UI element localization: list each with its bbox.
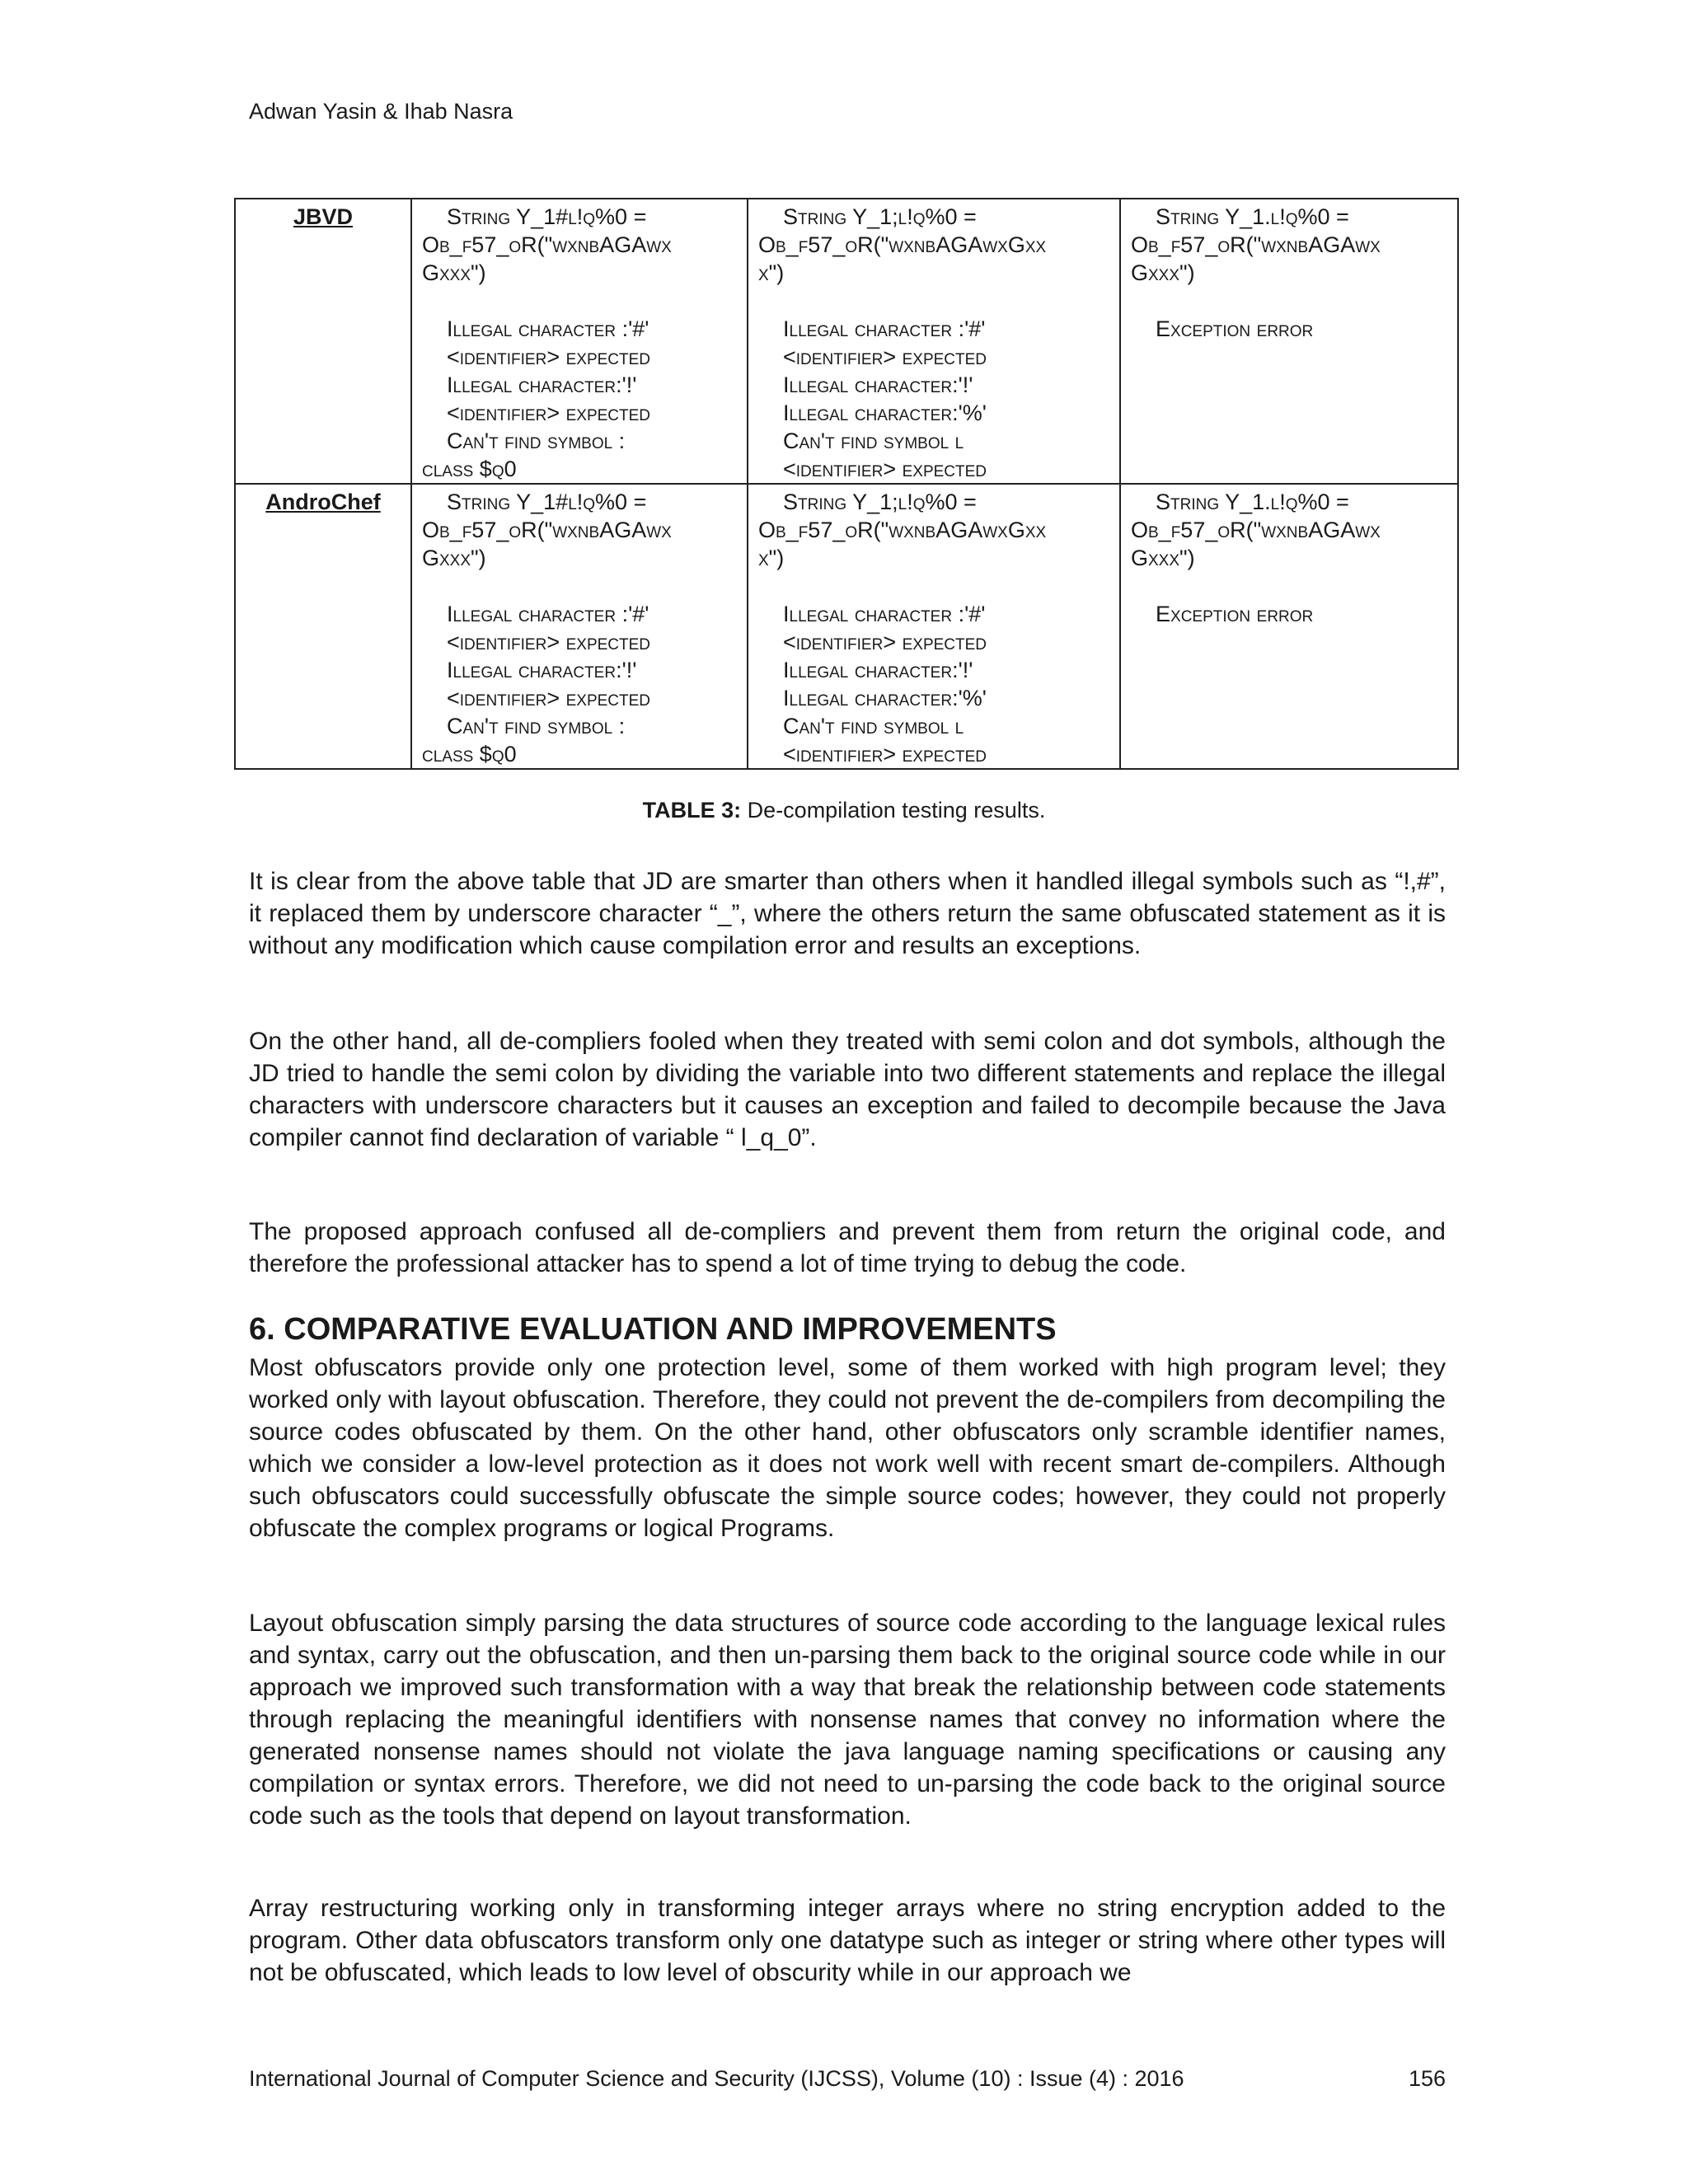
running-header: Adwan Yasin & Ihab Nasra — [249, 99, 513, 124]
code-line: x") — [758, 260, 785, 285]
code-line: Ob_f57_oR("wxnbAGAwx — [422, 518, 672, 542]
table-caption-label: TABLE 3: — [642, 798, 742, 823]
code-line: Can't find symbol l — [758, 429, 964, 453]
tool-name-cell: JBVD — [235, 199, 411, 484]
footer-journal: International Journal of Computer Science and Security (IJCSS), Volume (10) : Issue (4) : 2016 — [249, 2066, 1184, 2091]
code-line: Ob_f57_oR("wxnbAGAwx — [1131, 232, 1381, 257]
code-line: String Y_1.l!q%0 = — [1131, 490, 1349, 514]
code-line: class $q0 — [422, 742, 517, 766]
code-line: Illegal character :'#' — [422, 316, 649, 341]
result-cell — [748, 199, 1120, 484]
result-cell — [1120, 484, 1458, 769]
blank-line — [422, 572, 737, 600]
table-row — [235, 199, 1458, 484]
blank-line — [1131, 287, 1447, 315]
paragraph-1: It is clear from the above table that JD are smarter than others when it handled illegal symbols such as “!,#”, it replaced them by underscore character “_”, where the others return the same obfuscated statement as it is without any modification which cause compilation error and results an exceptions. — [249, 868, 1446, 959]
paragraph-6: Array restructuring working only in transforming integer arrays where no string encryption added to the program. Other data obfuscators transform only one datatype such as integer or string where other types will not be obfuscated, which leads to low level of obscurity while in our approach we — [249, 1895, 1446, 1986]
code-line: Ob_f57_oR("wxnbAGAwxGxx — [758, 232, 1047, 257]
code-line: String Y_1#l!q%0 = — [422, 204, 647, 229]
results-table-container — [234, 198, 1457, 770]
code-line: Exception error — [1131, 316, 1314, 341]
code-line: String Y_1;l!q%0 = — [758, 204, 977, 229]
paragraph-4: Most obfuscators provide only one protection level, some of them worked with high program level; they worked only with layout obfuscation. Therefore, they could not prevent the de-compilers from decompiling the source codes obfuscated by them. On the other hand, other obfuscators only scramble identifier names, which we consider a low-level protection as it does not work well with recent smart de-compilers. Although such obfuscators could successfully obfuscate the simple source codes; however, they could not properly obfuscate the complex programs or logical Programs. — [249, 1354, 1446, 1542]
blank-line — [758, 572, 1109, 600]
code-line: Can't find symbol : — [422, 429, 626, 453]
code-line: Illegal character:'!' — [422, 373, 637, 397]
code-line: Illegal character :'#' — [758, 602, 986, 626]
code-line: Illegal character:'!' — [758, 373, 973, 397]
code-line: <identifier> expected — [758, 457, 987, 481]
result-cell — [1120, 199, 1458, 484]
section-heading: 6. COMPARATIVE EVALUATION AND IMPROVEMENTS — [249, 1312, 1057, 1347]
code-line: <identifier> expected — [758, 630, 987, 654]
blank-line — [1131, 572, 1447, 600]
code-line: Gxxx") — [1131, 260, 1195, 285]
blank-line — [422, 287, 737, 315]
code-line: Illegal character:'!' — [422, 658, 637, 682]
table-caption — [0, 798, 1688, 823]
code-line: <identifier> expected — [422, 401, 651, 425]
code-line: String Y_1#l!q%0 = — [422, 490, 647, 514]
result-cell — [411, 199, 748, 484]
code-line: class $q0 — [422, 457, 517, 481]
decompilation-results-table — [234, 198, 1459, 770]
code-line: Illegal character:'!' — [758, 658, 973, 682]
blank-line — [758, 287, 1109, 315]
code-line: Can't find symbol : — [422, 714, 626, 738]
paragraph-5: Layout obfuscation simply parsing the data structures of source code according to the language lexical rules and syntax, carry out the obfuscation, and then un-parsing them back to the original source code while in our approach we improved such transformation with a way that break the relationship between code statements through replacing the meaningful identifiers with nonsense names that convey no information where the generated nonsense names should not violate the java language naming specifications or causing any compilation or syntax errors. Therefore, we did not need to un-parsing the code back to the original source code such as the tools that depend on layout transformation. — [249, 1610, 1446, 1830]
code-line: Illegal character:'%' — [758, 401, 987, 425]
code-line: <identifier> expected — [422, 686, 651, 710]
table-caption-text: De-compilation testing results. — [741, 798, 1046, 823]
table-row — [235, 484, 1458, 769]
paragraph-2: On the other hand, all de-compliers fooled when they treated with semi colon and dot symbols, although the JD tried to handle the semi colon by dividing the variable into two different statements and replace the illegal characters with underscore characters but it causes an exception and failed to decompile because the Java compiler cannot find declaration of variable “ l_q_0”. — [249, 1028, 1446, 1151]
code-line: Gxxx") — [1131, 546, 1195, 570]
code-line: String Y_1.l!q%0 = — [1131, 204, 1349, 229]
code-line: x") — [758, 546, 785, 570]
result-cell — [411, 484, 748, 769]
code-line: Can't find symbol l — [758, 714, 964, 738]
tool-name-cell: AndroChef — [235, 484, 411, 769]
code-line: <identifier> expected — [422, 630, 651, 654]
code-line: Illegal character :'#' — [422, 602, 649, 626]
code-line: <identifier> expected — [758, 344, 987, 369]
page-number: 156 — [1408, 2066, 1446, 2091]
code-line: Illegal character:'%' — [758, 686, 987, 710]
code-line: String Y_1;l!q%0 = — [758, 490, 977, 514]
code-line: <identifier> expected — [422, 344, 651, 369]
code-line: Ob_f57_oR("wxnbAGAwx — [1131, 518, 1381, 542]
code-line: Gxxx") — [422, 260, 486, 285]
code-line: Ob_f57_oR("wxnbAGAwx — [422, 232, 672, 257]
page-footer — [249, 2066, 1446, 2092]
code-line: Gxxx") — [422, 546, 486, 570]
code-line: Exception error — [1131, 602, 1314, 626]
paragraph-3: The proposed approach confused all de-compliers and prevent them from return the original code, and therefore the professional attacker has to spend a lot of time trying to debug the code. — [249, 1218, 1446, 1277]
code-line: Illegal character :'#' — [758, 316, 986, 341]
result-cell — [748, 484, 1120, 769]
code-line: <identifier> expected — [758, 742, 987, 766]
code-line: Ob_f57_oR("wxnbAGAwxGxx — [758, 518, 1047, 542]
